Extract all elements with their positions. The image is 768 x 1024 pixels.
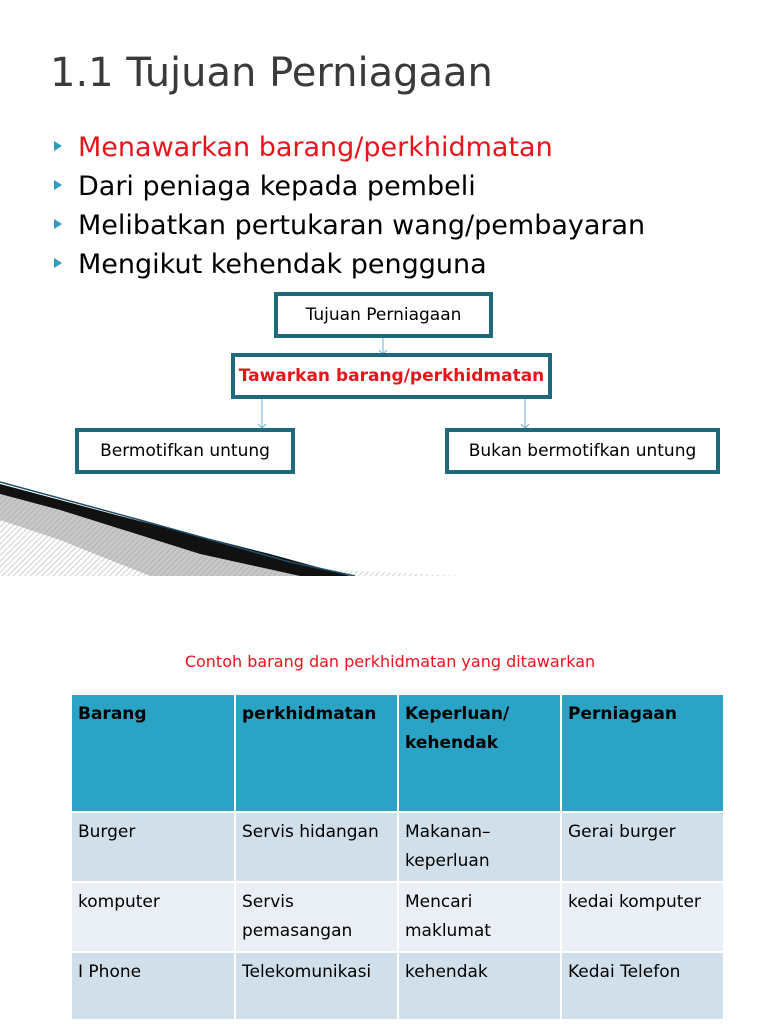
table-header-cell: Keperluan/ kehendak [398, 694, 561, 812]
table-cell: Kedai Telefon [561, 952, 724, 1020]
examples-table [70, 693, 725, 1021]
diagram-right-box [445, 428, 720, 474]
bullet-text: Menawarkan barang/perkhidmatan [78, 132, 553, 163]
diagram-root-label: Tujuan Perniagaan [305, 305, 462, 325]
table-cell: Burger [71, 812, 235, 882]
table-title: Contoh barang dan perkhidmatan yang ditawarkan [184, 652, 596, 671]
table-cell: kehendak [398, 952, 561, 1020]
table-header-cell: Perniagaan [561, 694, 724, 812]
table-header-row [71, 694, 724, 812]
table-cell: Mencari maklumat [398, 882, 561, 952]
diagram-left-label: Bermotifkan untung [100, 441, 270, 461]
table-cell: Gerai burger [561, 812, 724, 882]
table-row [71, 812, 724, 882]
table-header-cell: Barang [71, 694, 235, 812]
table-cell: kedai komputer [561, 882, 724, 952]
diagram-middle-box [231, 353, 552, 399]
table-row [71, 882, 724, 952]
table-cell: Servis hidangan [235, 812, 398, 882]
bullet-text: Dari peniaga kepada pembeli [78, 171, 476, 202]
table-header-cell: perkhidmatan [235, 694, 398, 812]
table-cell: komputer [71, 882, 235, 952]
diagram-right-label: Bukan bermotifkan untung [468, 441, 697, 461]
bullet-text: Melibatkan pertukaran wang/pembayaran [78, 210, 646, 241]
bullet-text: Mengikut kehendak pengguna [78, 249, 487, 280]
table-cell: Makanan– keperluan [398, 812, 561, 882]
diagram-root-box [274, 292, 493, 338]
table-cell: Telekomunikasi [235, 952, 398, 1020]
diagram-middle-label: Tawarkan barang/perkhidmatan [238, 366, 545, 386]
table-cell: Servis pemasangan [235, 882, 398, 952]
decorative-swoosh [0, 470, 460, 576]
diagram-left-box [75, 428, 295, 474]
slide-title: 1.1 Tujuan Perniagaan [50, 50, 493, 96]
table-row [71, 952, 724, 1020]
table-cell: I Phone [71, 952, 235, 1020]
